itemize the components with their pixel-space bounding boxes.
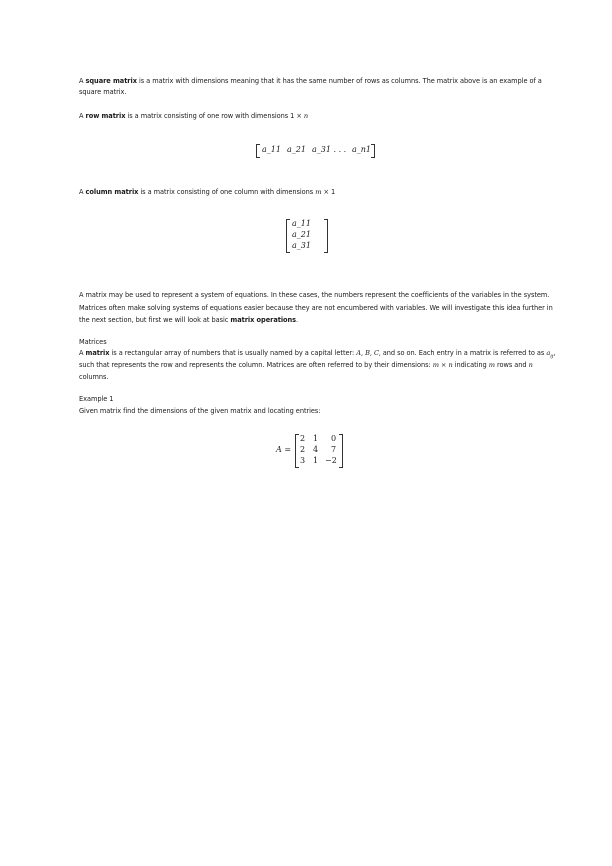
example-matrix-display	[276, 434, 346, 468]
matrix-entry: 1	[313, 456, 319, 465]
column-matrix-paragraph: A column matrix is a matrix consisting of one column with dimensions m × 1	[79, 188, 336, 196]
row-matrix-entry: a_31 . . .	[312, 145, 347, 154]
matrix-entry: 4	[313, 445, 319, 454]
right-bracket	[339, 434, 343, 468]
example-text: Given matrix find the dimensions of the given matrix and locating entries:	[79, 407, 321, 415]
row-matrix-entry: a_11	[262, 145, 281, 154]
matrices-paragraph-line1: A matrix is a rectangular array of numbers that is usually named by a capital letter: A, B, C, and so on. Each entry in a matrix is referred to as $a_{ij}$,	[79, 349, 556, 360]
system-paragraph-line3: the next section, but first we will look at basic matrix operations.	[79, 316, 299, 324]
right-bracket	[324, 219, 328, 253]
matrix-operations-term: matrix operations	[230, 316, 297, 324]
matrix-term: matrix	[85, 349, 110, 357]
left-bracket	[256, 144, 260, 158]
column-matrix-entry: a_21	[292, 230, 311, 239]
matrix-entry: 2	[300, 434, 306, 443]
right-bracket	[371, 144, 375, 158]
matrices-heading: Matrices	[79, 338, 107, 346]
matrices-paragraph-line2: such that represents the row and represents the column. Matrices are often referred to by their dimensions: m × n indicating m rows and n	[79, 361, 533, 369]
left-bracket	[295, 434, 299, 468]
system-paragraph-line1: A matrix may be used to represent a system of equations. In these cases, the numbers represent the coefficients of the variables in the system.	[79, 291, 550, 299]
matrices-paragraph-line3: columns.	[79, 373, 109, 381]
column-matrix-display	[286, 219, 331, 253]
left-bracket	[286, 219, 290, 253]
system-paragraph-line2: Matrices often make solving systems of equations easier because they are not encumbered with variables. We will investigate this idea further in	[79, 304, 553, 312]
column-matrix-term: column matrix	[85, 188, 139, 196]
matrix-entry: 7	[331, 445, 337, 454]
row-matrix-entry: a_n1	[352, 145, 372, 154]
row-matrix-entry: a_21	[287, 145, 306, 154]
row-matrix-paragraph: A row matrix is a matrix consisting of one row with dimensions 1 × n	[79, 112, 309, 120]
matrix-entry: 1	[313, 434, 319, 443]
matrix-entry: 2	[300, 445, 306, 454]
column-matrix-entry: a_31	[292, 241, 311, 250]
example-heading: Example 1	[79, 395, 114, 403]
matrix-name-label: A =	[276, 445, 292, 454]
matrix-entry: −2	[325, 456, 337, 465]
square-matrix-paragraph-line2: square matrix.	[79, 88, 127, 96]
row-matrix-display	[256, 144, 376, 157]
square-matrix-paragraph: A square matrix is a matrix with dimensions meaning that it has the same number of rows as columns. The matrix above is an example of a	[79, 77, 542, 85]
column-matrix-entry: a_11	[292, 219, 311, 228]
row-matrix-term: row matrix	[85, 112, 126, 120]
square-matrix-term: square matrix	[85, 77, 137, 85]
matrix-entry: 3	[300, 456, 306, 465]
matrix-entry: 0	[331, 434, 337, 443]
